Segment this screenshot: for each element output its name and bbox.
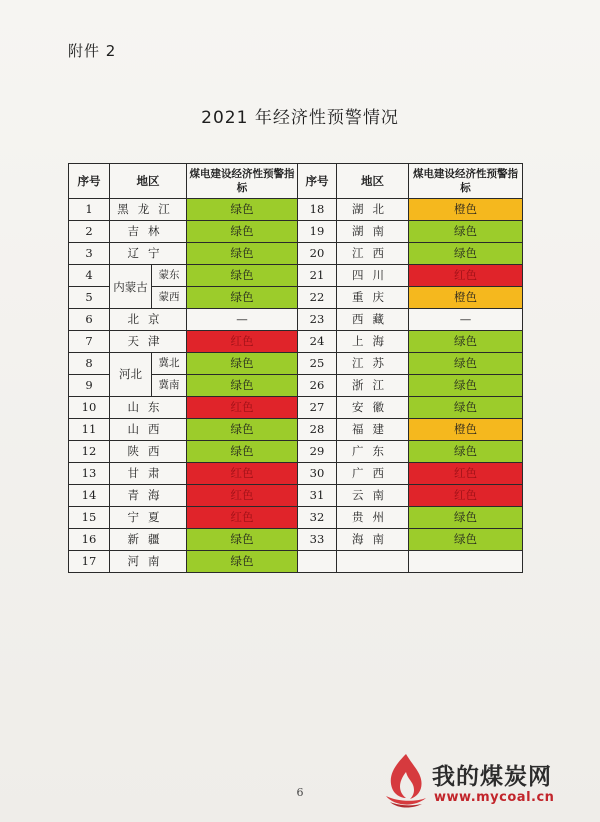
status-cell: 橙色	[409, 199, 523, 221]
region-cell: 湖北	[337, 199, 409, 221]
table-row	[69, 441, 523, 463]
warning-table	[68, 163, 523, 573]
table-row	[69, 397, 523, 419]
empty-cell	[409, 551, 523, 573]
header-region-right: 地区	[337, 164, 409, 199]
table-row	[69, 419, 523, 441]
seq-cell: 31	[298, 485, 337, 507]
region-cell: 北京	[110, 309, 187, 331]
status-cell: 绿色	[187, 529, 298, 551]
watermark-name: 我的煤炭网	[432, 764, 552, 790]
region-cell: 湖南	[337, 221, 409, 243]
status-cell: 红色	[409, 265, 523, 287]
seq-cell: 3	[69, 243, 110, 265]
table-row	[69, 529, 523, 551]
seq-cell: 22	[298, 287, 337, 309]
status-cell: 绿色	[409, 397, 523, 419]
empty-cell	[337, 551, 409, 573]
header-indicator-right: 煤电建设经济性预警指标	[409, 164, 523, 199]
seq-cell: 33	[298, 529, 337, 551]
status-cell: 绿色	[187, 265, 298, 287]
subregion-cell: 蒙东	[152, 265, 187, 287]
region-cell: 陕西	[110, 441, 187, 463]
status-cell: 绿色	[187, 551, 298, 573]
seq-cell: 26	[298, 375, 337, 397]
status-cell: 绿色	[187, 199, 298, 221]
region-cell: 新疆	[110, 529, 187, 551]
status-cell: 红色	[187, 397, 298, 419]
status-cell: 绿色	[187, 441, 298, 463]
table-row	[69, 463, 523, 485]
subregion-cell: 蒙西	[152, 287, 187, 309]
table-body	[69, 199, 523, 573]
status-cell: 绿色	[187, 375, 298, 397]
region-cell: 福建	[337, 419, 409, 441]
seq-cell: 11	[69, 419, 110, 441]
status-cell: 红色	[187, 485, 298, 507]
table-header-row	[69, 164, 523, 199]
region-cell: 山西	[110, 419, 187, 441]
region-cell: 江西	[337, 243, 409, 265]
status-cell: 绿色	[409, 529, 523, 551]
status-cell: 绿色	[187, 243, 298, 265]
seq-cell: 10	[69, 397, 110, 419]
region-cell: 海南	[337, 529, 409, 551]
seq-cell: 13	[69, 463, 110, 485]
region-cell: 黑龙江	[110, 199, 187, 221]
status-cell: 绿色	[409, 507, 523, 529]
status-cell: 橙色	[409, 419, 523, 441]
seq-cell: 16	[69, 529, 110, 551]
region-cell: 上海	[337, 331, 409, 353]
seq-cell: 20	[298, 243, 337, 265]
page-title: 2021 年经济性预警情况	[201, 108, 399, 128]
region-cell: 吉林	[110, 221, 187, 243]
status-cell: 绿色	[409, 375, 523, 397]
region-cell: 天津	[110, 331, 187, 353]
region-cell: 四川	[337, 265, 409, 287]
table-row	[69, 353, 523, 375]
status-cell: —	[187, 309, 298, 331]
region-cell: 云南	[337, 485, 409, 507]
region-cell: 甘肃	[110, 463, 187, 485]
seq-cell: 17	[69, 551, 110, 573]
status-cell: 绿色	[409, 331, 523, 353]
header-indicator-left: 煤电建设经济性预警指标	[187, 164, 298, 199]
region-cell: 江苏	[337, 353, 409, 375]
seq-cell: 2	[69, 221, 110, 243]
subregion-cell: 冀北	[152, 353, 187, 375]
seq-cell: 19	[298, 221, 337, 243]
table-row	[69, 331, 523, 353]
seq-cell: 23	[298, 309, 337, 331]
table-row	[69, 265, 523, 287]
seq-cell: 5	[69, 287, 110, 309]
seq-cell: 30	[298, 463, 337, 485]
header-seq-left: 序号	[69, 164, 110, 199]
table-row	[69, 221, 523, 243]
table-row	[69, 309, 523, 331]
status-cell: 绿色	[187, 287, 298, 309]
empty-cell	[298, 551, 337, 573]
status-cell: 绿色	[187, 221, 298, 243]
seq-cell: 1	[69, 199, 110, 221]
header-region-left: 地区	[110, 164, 187, 199]
region-group-cell: 内蒙古	[110, 265, 152, 309]
seq-cell: 32	[298, 507, 337, 529]
region-cell: 山东	[110, 397, 187, 419]
seq-cell: 29	[298, 441, 337, 463]
status-cell: 红色	[187, 463, 298, 485]
bleed-through-text	[150, 578, 161, 594]
seq-cell: 25	[298, 353, 337, 375]
region-cell: 广西	[337, 463, 409, 485]
status-cell: 红色	[409, 463, 523, 485]
region-cell: 浙江	[337, 375, 409, 397]
seq-cell: 8	[69, 353, 110, 375]
seq-cell: 18	[298, 199, 337, 221]
region-cell: 贵州	[337, 507, 409, 529]
status-cell: 绿色	[409, 221, 523, 243]
region-cell: 宁夏	[110, 507, 187, 529]
page-number: 6	[296, 786, 304, 799]
seq-cell: 21	[298, 265, 337, 287]
seq-cell: 6	[69, 309, 110, 331]
status-cell: 绿色	[187, 353, 298, 375]
header-seq-right: 序号	[298, 164, 337, 199]
region-cell: 河南	[110, 551, 187, 573]
table-row	[69, 199, 523, 221]
status-cell: 绿色	[409, 441, 523, 463]
seq-cell: 9	[69, 375, 110, 397]
seq-cell: 14	[69, 485, 110, 507]
status-cell: 红色	[187, 331, 298, 353]
table-row	[69, 551, 523, 573]
watermark-logo	[380, 752, 590, 814]
region-cell: 广东	[337, 441, 409, 463]
status-cell: 橙色	[409, 287, 523, 309]
region-cell: 青海	[110, 485, 187, 507]
attachment-label: 附件 2	[68, 42, 117, 60]
seq-cell: 28	[298, 419, 337, 441]
region-cell: 辽宁	[110, 243, 187, 265]
region-cell: 重庆	[337, 287, 409, 309]
status-cell: 绿色	[409, 243, 523, 265]
status-cell: 绿色	[187, 419, 298, 441]
flame-icon	[380, 752, 430, 810]
status-cell: 红色	[409, 485, 523, 507]
subregion-cell: 冀南	[152, 375, 187, 397]
watermark-url: www.mycoal.cn	[434, 790, 555, 805]
table-row	[69, 243, 523, 265]
table-row	[69, 485, 523, 507]
seq-cell: 24	[298, 331, 337, 353]
seq-cell: 27	[298, 397, 337, 419]
status-cell: 绿色	[409, 353, 523, 375]
region-group-cell: 河北	[110, 353, 152, 397]
region-cell: 西藏	[337, 309, 409, 331]
status-cell: 红色	[187, 507, 298, 529]
seq-cell: 12	[69, 441, 110, 463]
seq-cell: 7	[69, 331, 110, 353]
seq-cell: 4	[69, 265, 110, 287]
region-cell: 安徽	[337, 397, 409, 419]
seq-cell: 15	[69, 507, 110, 529]
table-row	[69, 507, 523, 529]
status-cell: —	[409, 309, 523, 331]
